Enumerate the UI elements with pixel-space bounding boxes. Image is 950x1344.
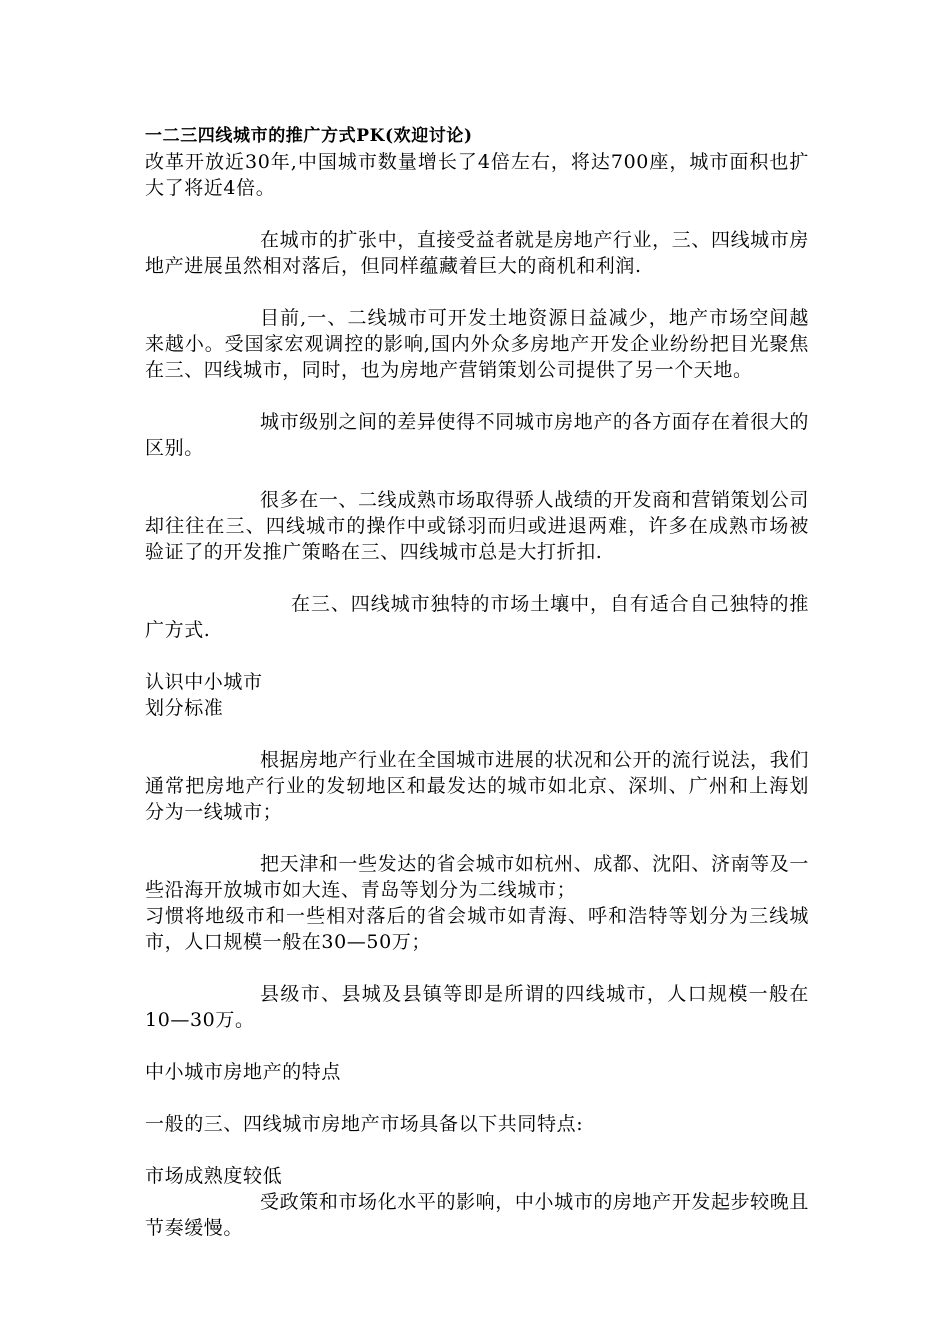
paragraph-gap bbox=[145, 643, 809, 669]
paragraph-common-features: 一般的三、四线城市房地产市场具备以下共同特点: bbox=[145, 1113, 584, 1135]
paragraph-tier-one: 根据房地产行业在全国城市进展的状况和公开的流行说法，我们通常把房地产行业的发轫地区和最发达的城市如北京、深圳、广州和上海划分为一线城市； bbox=[145, 749, 809, 823]
heading-standard: 划分标准 bbox=[145, 697, 224, 719]
paragraph-gap bbox=[145, 1033, 809, 1059]
paragraph-gap bbox=[145, 721, 809, 747]
paragraph-promotion: 在三、四线城市独特的市场土壤中，自有适合自己独特的推广方式. bbox=[145, 593, 809, 641]
paragraph-developers: 很多在一、二线成熟市场取得骄人战绩的开发商和营销策划公司却往往在三、四线城市的操作中或铩羽而归或进退两难，许多在成熟市场被验证了的开发推广策略在三、四线城市总是大打折扣. bbox=[145, 489, 809, 563]
paragraph-intro: 改革开放近30年,中国城市数量增长了4倍左右，将达700座，城市面积也扩大了将近4倍。 bbox=[145, 151, 809, 199]
paragraph-maturity: 受政策和市场化水平的影响，中小城市的房地产开发起步较晚且节奏缓慢。 bbox=[145, 1191, 809, 1239]
heading-maturity: 市场成熟度较低 bbox=[145, 1165, 283, 1187]
paragraph-gap bbox=[145, 565, 809, 591]
paragraph-tier-two: 把天津和一些发达的省会城市如杭州、成都、沈阳、济南等及一些沿海开放城市如大连、青岛等划分为二线城市； bbox=[145, 853, 809, 901]
paragraph-gap bbox=[145, 825, 809, 851]
heading-know-cities: 认识中小城市 bbox=[145, 671, 263, 693]
paragraph-gap bbox=[145, 279, 809, 305]
document-title: 一二三四线城市的推广方式PK(欢迎讨论) bbox=[145, 126, 473, 146]
paragraph-difference: 城市级别之间的差异使得不同城市房地产的各方面存在着很大的区别。 bbox=[145, 411, 809, 459]
paragraph-gap bbox=[145, 201, 809, 227]
paragraph-gap bbox=[145, 1137, 809, 1163]
paragraph-current: 目前,一、二线城市可开发土地资源日益减少，地产市场空间越来越小。受国家宏观调控的影响,国内外众多房地产开发企业纷纷把目光聚焦在三、四线城市，同时，也为房地产营销策划公司提供了另一个天地。 bbox=[145, 307, 809, 381]
paragraph-gap bbox=[145, 955, 809, 981]
paragraph-gap bbox=[145, 461, 809, 487]
paragraph-gap bbox=[145, 1085, 809, 1111]
paragraph-gap bbox=[145, 383, 809, 409]
paragraph-expansion: 在城市的扩张中，直接受益者就是房地产行业，三、四线城市房地产进展虽然相对落后，但同样蕴藏着巨大的商机和利润. bbox=[145, 229, 809, 277]
paragraph-tier-four: 县级市、县城及县镇等即是所谓的四线城市，人口规模一般在10—30万。 bbox=[145, 983, 809, 1031]
paragraph-tier-three: 习惯将地级市和一些相对落后的省会城市如青海、呼和浩特等划分为三线城市，人口规模一般在30—50万； bbox=[145, 905, 809, 953]
document-body bbox=[145, 123, 809, 1241]
heading-features: 中小城市房地产的特点 bbox=[145, 1061, 342, 1083]
